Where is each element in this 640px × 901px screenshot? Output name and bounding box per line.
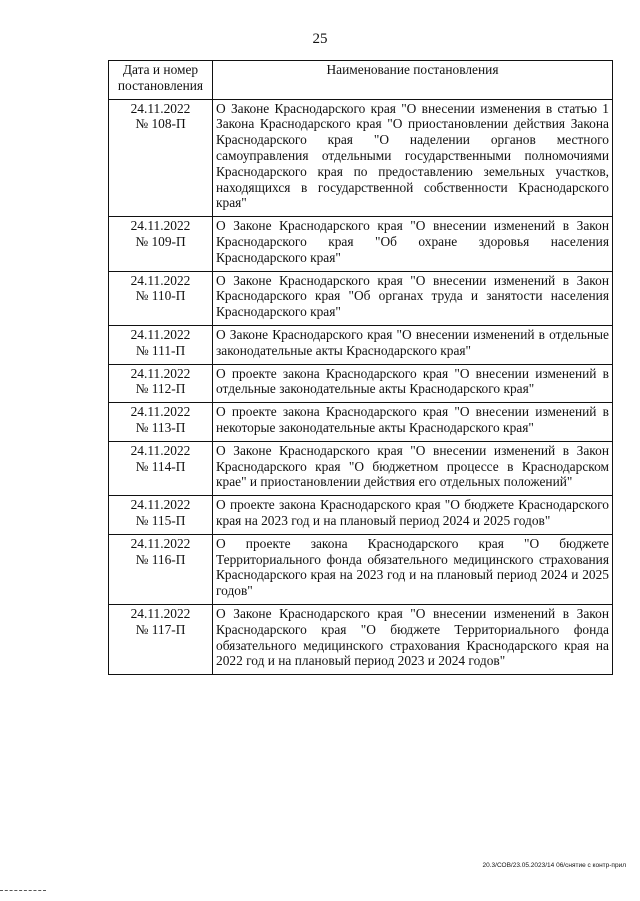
resolution-title: О Законе Краснодарского края "О внесении изменения в статью 1 Закона Краснодарского края "О приостановлении действия Закона Краснодарского края "О наделении органов местного самоуправления отдельными государственными полномочиями Краснодарского края по предоставлению земельных участков, находящихся в государственной собственности Краснодарского края"	[213, 99, 613, 217]
page-number: 25	[312, 31, 328, 47]
resolution-title: О Законе Краснодарского края "О внесении изменений в Закон Краснодарского края "О бюджете Территориального фонда обязательного медицинского страхования Краснодарского края на 2022 год и на плановый период 2023 и 2024 годов"	[213, 604, 613, 674]
resolution-title: О проекте закона Краснодарского края "О бюджете Территориального фонда обязательного медицинского страхования Краснодарского края на 2023 год и на плановый период 2024 и 2025 годов"	[213, 534, 613, 604]
resolution-date: 24.11.2022	[130, 404, 191, 420]
resolution-title: О проекте закона Краснодарского края "О внесении изменений в отдельные законодательные акты Краснодарского края"	[213, 364, 613, 403]
table-row	[109, 534, 613, 604]
resolution-number: № 108-П	[135, 116, 186, 132]
table-row	[109, 325, 613, 364]
resolution-date: 24.11.2022	[130, 605, 191, 621]
resolution-date-cell	[109, 271, 213, 325]
table-row	[109, 271, 613, 325]
resolution-number: № 114-П	[135, 458, 186, 474]
footer-stamp: 20.3/СОВ/23.05.2023/14 06/снятие с контр-прил	[482, 862, 626, 869]
resolution-date-cell	[109, 534, 213, 604]
resolution-date: 24.11.2022	[130, 272, 191, 288]
resolution-number: № 110-П	[135, 288, 186, 304]
table-row	[109, 99, 613, 217]
header-date-number: Дата и номер постановления	[109, 61, 213, 100]
page-divider	[0, 890, 46, 891]
resolution-title: О Законе Краснодарского края "О внесении изменений в Закон Краснодарского края "Об охране здоровья населения Краснодарского края"	[213, 217, 613, 271]
resolution-date-cell	[109, 496, 213, 535]
resolution-number: № 111-П	[135, 342, 186, 358]
table-row	[109, 604, 613, 674]
table-body	[109, 99, 613, 675]
resolution-date: 24.11.2022	[130, 535, 191, 551]
resolution-number: № 112-П	[135, 381, 186, 397]
resolution-date-cell	[109, 99, 213, 217]
resolution-number: № 117-П	[135, 621, 186, 637]
resolution-date-cell	[109, 441, 213, 495]
resolution-number: № 113-П	[135, 419, 186, 435]
header-resolution-name: Наименование постановления	[213, 61, 613, 100]
resolution-date: 24.11.2022	[130, 442, 191, 458]
resolution-date-cell	[109, 325, 213, 364]
resolution-title: О проекте закона Краснодарского края "О бюджете Краснодарского края на 2023 год и на плановый период 2024 и 2025 годов"	[213, 496, 613, 535]
resolution-title: О проекте закона Краснодарского края "О внесении изменений в некоторые законодательные акты Краснодарского края"	[213, 403, 613, 442]
resolution-number: № 115-П	[135, 512, 186, 528]
resolution-date: 24.11.2022	[130, 100, 191, 116]
table-row	[109, 217, 613, 271]
resolution-date: 24.11.2022	[130, 497, 191, 513]
resolution-date-cell	[109, 403, 213, 442]
table-header-row	[109, 61, 613, 100]
resolution-date: 24.11.2022	[130, 218, 191, 234]
resolution-date-cell	[109, 364, 213, 403]
resolution-title: О Законе Краснодарского края "О внесении изменений в Закон Краснодарского края "Об органах труда и занятости населения Краснодарского края"	[213, 271, 613, 325]
resolution-number: № 109-П	[135, 233, 186, 249]
table-row	[109, 441, 613, 495]
table-row	[109, 403, 613, 442]
resolution-date: 24.11.2022	[130, 326, 191, 342]
resolution-date-cell	[109, 604, 213, 674]
resolution-date: 24.11.2022	[130, 365, 191, 381]
table-row	[109, 496, 613, 535]
resolution-number: № 116-П	[135, 551, 186, 567]
table-row	[109, 364, 613, 403]
resolution-date-cell	[109, 217, 213, 271]
resolution-title: О Законе Краснодарского края "О внесении изменений в Закон Краснодарского края "О бюджетном процессе в Краснодарском крае" и приостановлении действия его отдельных положений"	[213, 441, 613, 495]
resolution-title: О Законе Краснодарского края "О внесении изменений в отдельные законодательные акты Краснодарского края"	[213, 325, 613, 364]
resolutions-table	[108, 60, 613, 675]
